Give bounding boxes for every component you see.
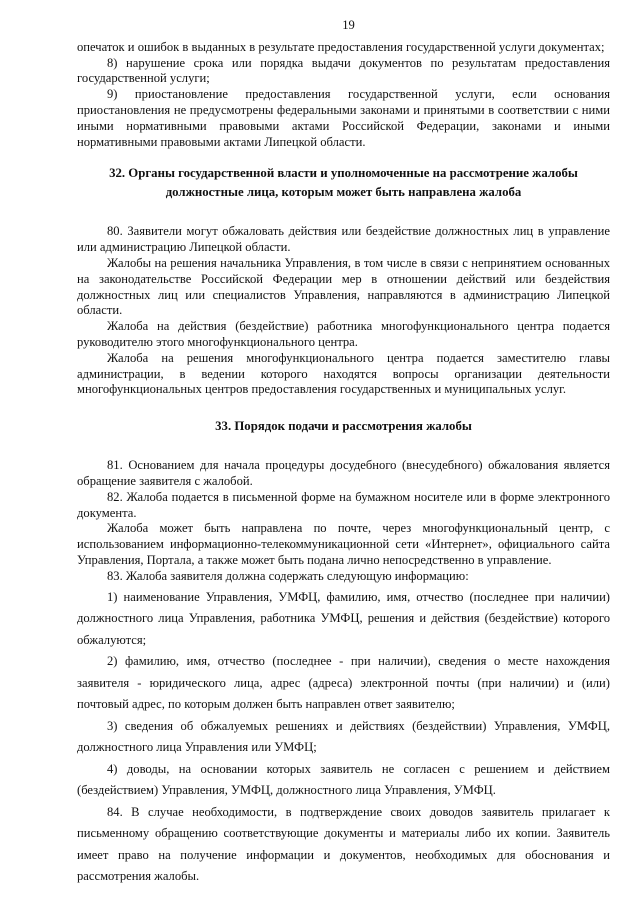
list-item-3: 3) сведения об обжалуемых решениях и действиях (бездействии) Управления, УМФЦ, должностного лица Управления или УМФЦ; xyxy=(77,718,610,755)
paragraph-80: 80. Заявители могут обжаловать действия или бездействие должностных лиц в управление или администрацию Липецкой области. xyxy=(77,224,610,255)
paragraph-82: 82. Жалоба подается в письменной форме на бумажном носителе или в форме электронного документа. xyxy=(77,489,610,520)
paragraph-item-9: 9) приостановление предоставления государственной услуги, если основания приостановления не предусмотрены федеральными законами и принятыми в соответствии с ними иными нормативными правовыми актами Российской Федерации, законами и иными нормативными правовыми актами Липецкой области. xyxy=(77,87,610,149)
document-page xyxy=(77,18,610,888)
section-heading-32: 32. Органы государственной власти и уполномоченные на рассмотрение жалобы должностные лица, которым может быть направлена жалоба xyxy=(109,166,578,200)
paragraph-83: 83. Жалоба заявителя должна содержать следующую информацию: xyxy=(107,568,469,583)
paragraph-complaint-center: Жалоба на решения многофункционального центра подается заместителю главы администрации, в ведении которого находятся вопросы организации деятельности многофункциональных центров предоставления государственных и муниципальных услуг. xyxy=(77,350,610,397)
section-heading-33: 33. Порядок подачи и рассмотрения жалобы xyxy=(215,419,472,434)
paragraph-complaint-worker: Жалоба на действия (бездействие) работника многофункционального центра подается руководителю этого многофункционального центра. xyxy=(77,319,610,349)
list-item-4: 4) доводы, на основании которых заявитель не согласен с решением и действием (бездействием) Управления, УМФЦ, должностного лица Управления, УМФЦ. xyxy=(77,761,610,798)
page-number: 19 xyxy=(342,18,355,32)
list-item-2: 2) фамилию, имя, отчество (последнее - при наличии), сведения о месте нахождения заявителя - юридического лица, адрес (адреса) электронной почты (при наличии) и (или) почтовый адрес, по которым должен быть направлен ответ заявителю; xyxy=(77,654,610,712)
paragraph-84: 84. В случае необходимости, в подтверждение своих доводов заявитель прилагает к письменному обращению соответствующие документы и материалы либо их копии. Заявитель имеет право на получение информации и документов, необходимых для обоснования и рассмотрения жалобы. xyxy=(77,804,610,884)
paragraph-item-8: 8) нарушение срока или порядка выдачи документов по результатам предоставления государственной услуги; xyxy=(77,55,610,86)
paragraph-complaint-head: Жалобы на решения начальника Управления, в том числе в связи с непринятием основанных на законодательстве Российской Федерации мер в отношении действий или бездействия должностных лиц или специалистов Управления, направляются в администрацию Липецкой области. xyxy=(77,255,610,318)
paragraph-81: 81. Основанием для начала процедуры досудебного (внесудебного) обжалования является обращение заявителя с жалобой. xyxy=(77,458,610,488)
list-item-1: 1) наименование Управления, УМФЦ, фамилию, имя, отчество (последнее при наличии) должностного лица Управления, работника УМФЦ, решения и действия (бездействие) которого обжалуются; xyxy=(77,589,610,647)
paragraph-continuation: опечаток и ошибок в выданных в результате предоставления государственной услуги документах; xyxy=(77,39,605,54)
paragraph-submission-channels: Жалоба может быть направлена по почте, через многофункциональный центр, с использованием информационно-телекоммуникационной сети «Интернет», официального сайта Управления, Портала, а также может быть подана лично непосредственно в управление. xyxy=(77,521,610,567)
